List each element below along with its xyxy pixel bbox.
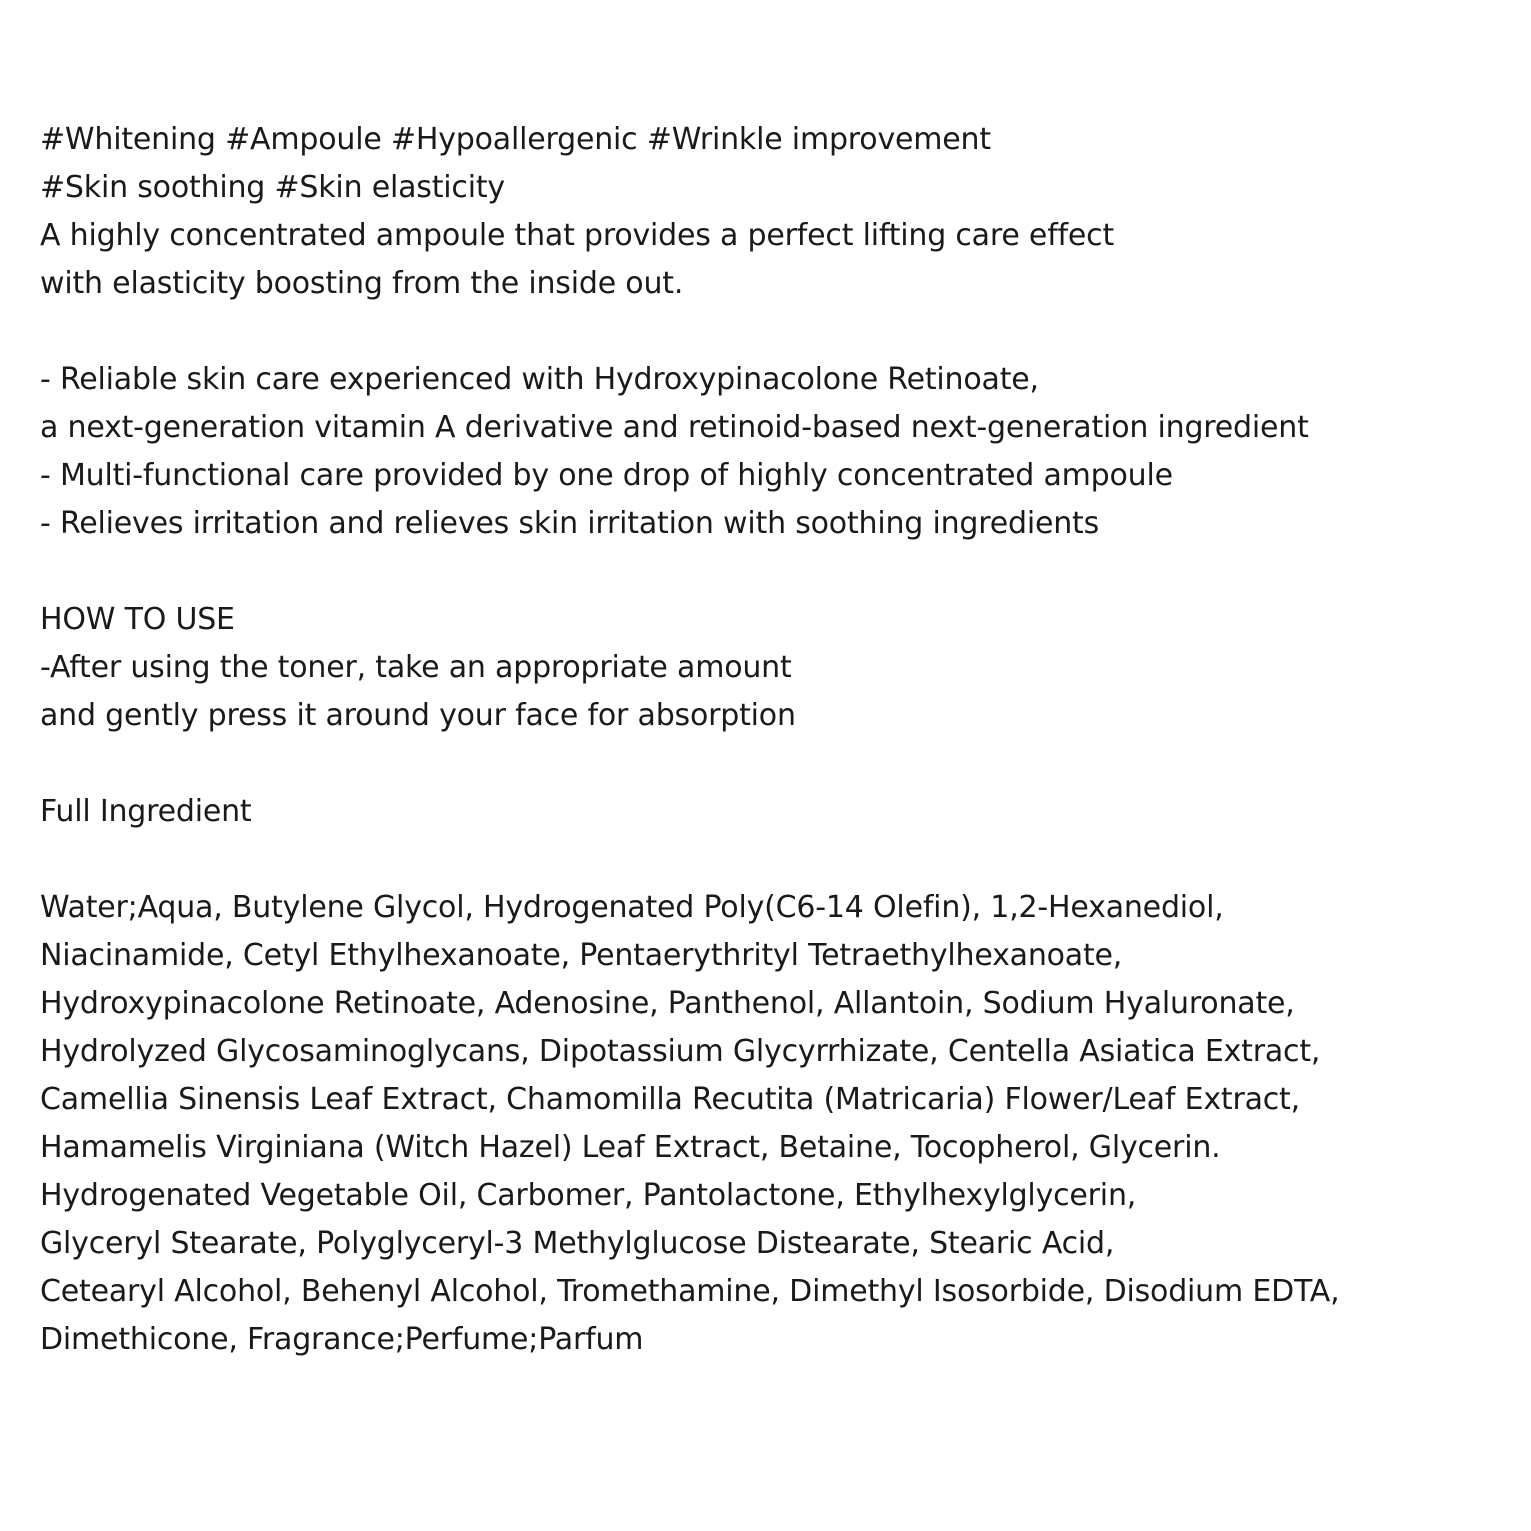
ingredients-section bbox=[40, 788, 1510, 1364]
blank-line bbox=[40, 836, 1510, 884]
feature-line: - Relieves irritation and relieves skin irritation with soothing ingredients bbox=[40, 506, 1100, 541]
ingredient-line: Camellia Sinensis Leaf Extract, Chamomilla Recutita (Matricaria) Flower/Leaf Extract, bbox=[40, 1082, 1300, 1117]
ingredient-line: Hamamelis Virginiana (Witch Hazel) Leaf Extract, Betaine, Tocopherol, Glycerin. bbox=[40, 1130, 1221, 1165]
features-section bbox=[40, 356, 1510, 548]
intro-section bbox=[40, 212, 1510, 308]
ingredients-heading: Full Ingredient bbox=[40, 794, 252, 829]
ingredient-line: Niacinamide, Cetyl Ethylhexanoate, Pentaerythrityl Tetraethylhexanoate, bbox=[40, 938, 1123, 973]
ingredient-line: Dimethicone, Fragrance;Perfume;Parfum bbox=[40, 1322, 644, 1357]
intro-line: with elasticity boosting from the inside out. bbox=[40, 266, 684, 301]
blank-line bbox=[40, 548, 1510, 596]
ingredient-line: Hydrogenated Vegetable Oil, Carbomer, Pantolactone, Ethylhexylglycerin, bbox=[40, 1178, 1137, 1213]
tags-section bbox=[40, 116, 1510, 212]
intro-line: A highly concentrated ampoule that provides a perfect lifting care effect bbox=[40, 218, 1115, 253]
how-to-use-section bbox=[40, 596, 1510, 740]
blank-line bbox=[40, 740, 1510, 788]
product-description bbox=[40, 116, 1510, 1364]
feature-line: a next-generation vitamin A derivative and retinoid-based next-generation ingredient bbox=[40, 410, 1309, 445]
how-to-use-line: and gently press it around your face for absorption bbox=[40, 698, 796, 733]
ingredient-line: Cetearyl Alcohol, Behenyl Alcohol, Tromethamine, Dimethyl Isosorbide, Disodium EDTA, bbox=[40, 1274, 1340, 1309]
tags-line: #Skin soothing #Skin elasticity bbox=[40, 170, 505, 205]
how-to-use-line: -After using the toner, take an appropriate amount bbox=[40, 650, 792, 685]
ingredient-line: Hydrolyzed Glycosaminoglycans, Dipotassium Glycyrrhizate, Centella Asiatica Extract, bbox=[40, 1034, 1321, 1069]
ingredient-line: Glyceryl Stearate, Polyglyceryl-3 Methylglucose Distearate, Stearic Acid, bbox=[40, 1226, 1115, 1261]
tags-line: #Whitening #Ampoule #Hypoallergenic #Wrinkle improvement bbox=[40, 122, 991, 157]
blank-line bbox=[40, 308, 1510, 356]
ingredient-line: Hydroxypinacolone Retinoate, Adenosine, Panthenol, Allantoin, Sodium Hyaluronate, bbox=[40, 986, 1295, 1021]
feature-line: - Multi-functional care provided by one drop of highly concentrated ampoule bbox=[40, 458, 1173, 493]
ingredient-line: Water;Aqua, Butylene Glycol, Hydrogenated Poly(C6-14 Olefin), 1,2-Hexanediol, bbox=[40, 890, 1224, 925]
feature-line: - Reliable skin care experienced with Hydroxypinacolone Retinoate, bbox=[40, 362, 1039, 397]
how-to-use-heading: HOW TO USE bbox=[40, 602, 235, 637]
